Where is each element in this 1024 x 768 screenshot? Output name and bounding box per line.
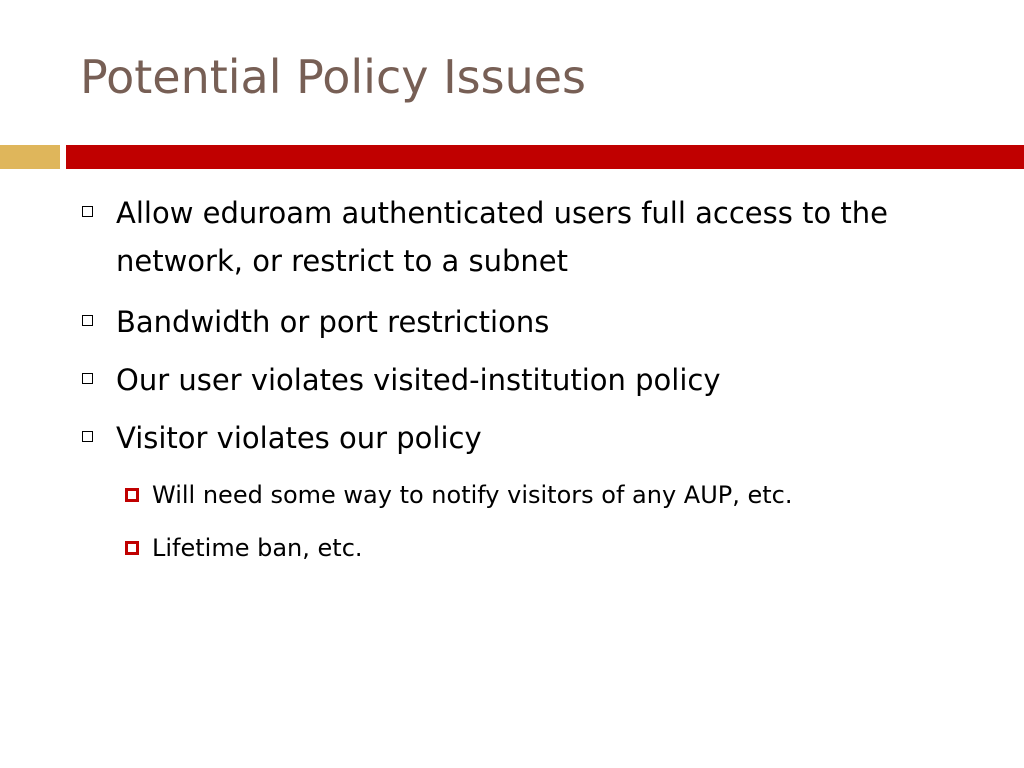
hollow-square-bullet-icon xyxy=(82,431,93,442)
filled-square-bullet-icon xyxy=(125,488,139,502)
hollow-square-bullet-icon xyxy=(82,373,93,384)
bullet-item xyxy=(82,189,972,285)
sub-bullet-text: Lifetime ban, etc. xyxy=(152,534,363,562)
bullet-text: Visitor violates our policy xyxy=(116,421,482,455)
slide-title: Potential Policy Issues xyxy=(80,50,586,104)
hollow-square-bullet-icon xyxy=(82,315,93,326)
sub-bullet-item xyxy=(125,478,985,512)
bullet-text: Our user violates visited-institution policy xyxy=(116,363,721,397)
sub-bullet-item xyxy=(125,531,985,565)
bullet-text: Allow eduroam authenticated users full access to the network, or restrict to a subnet xyxy=(116,196,888,278)
filled-square-bullet-icon xyxy=(125,541,139,555)
sub-bullet-text: Will need some way to notify visitors of any AUP, etc. xyxy=(152,481,793,509)
bullet-item xyxy=(82,356,972,404)
bullet-item xyxy=(82,298,972,346)
hollow-square-bullet-icon xyxy=(82,206,93,217)
bullet-item xyxy=(82,414,972,462)
bullet-text: Bandwidth or port restrictions xyxy=(116,305,550,339)
